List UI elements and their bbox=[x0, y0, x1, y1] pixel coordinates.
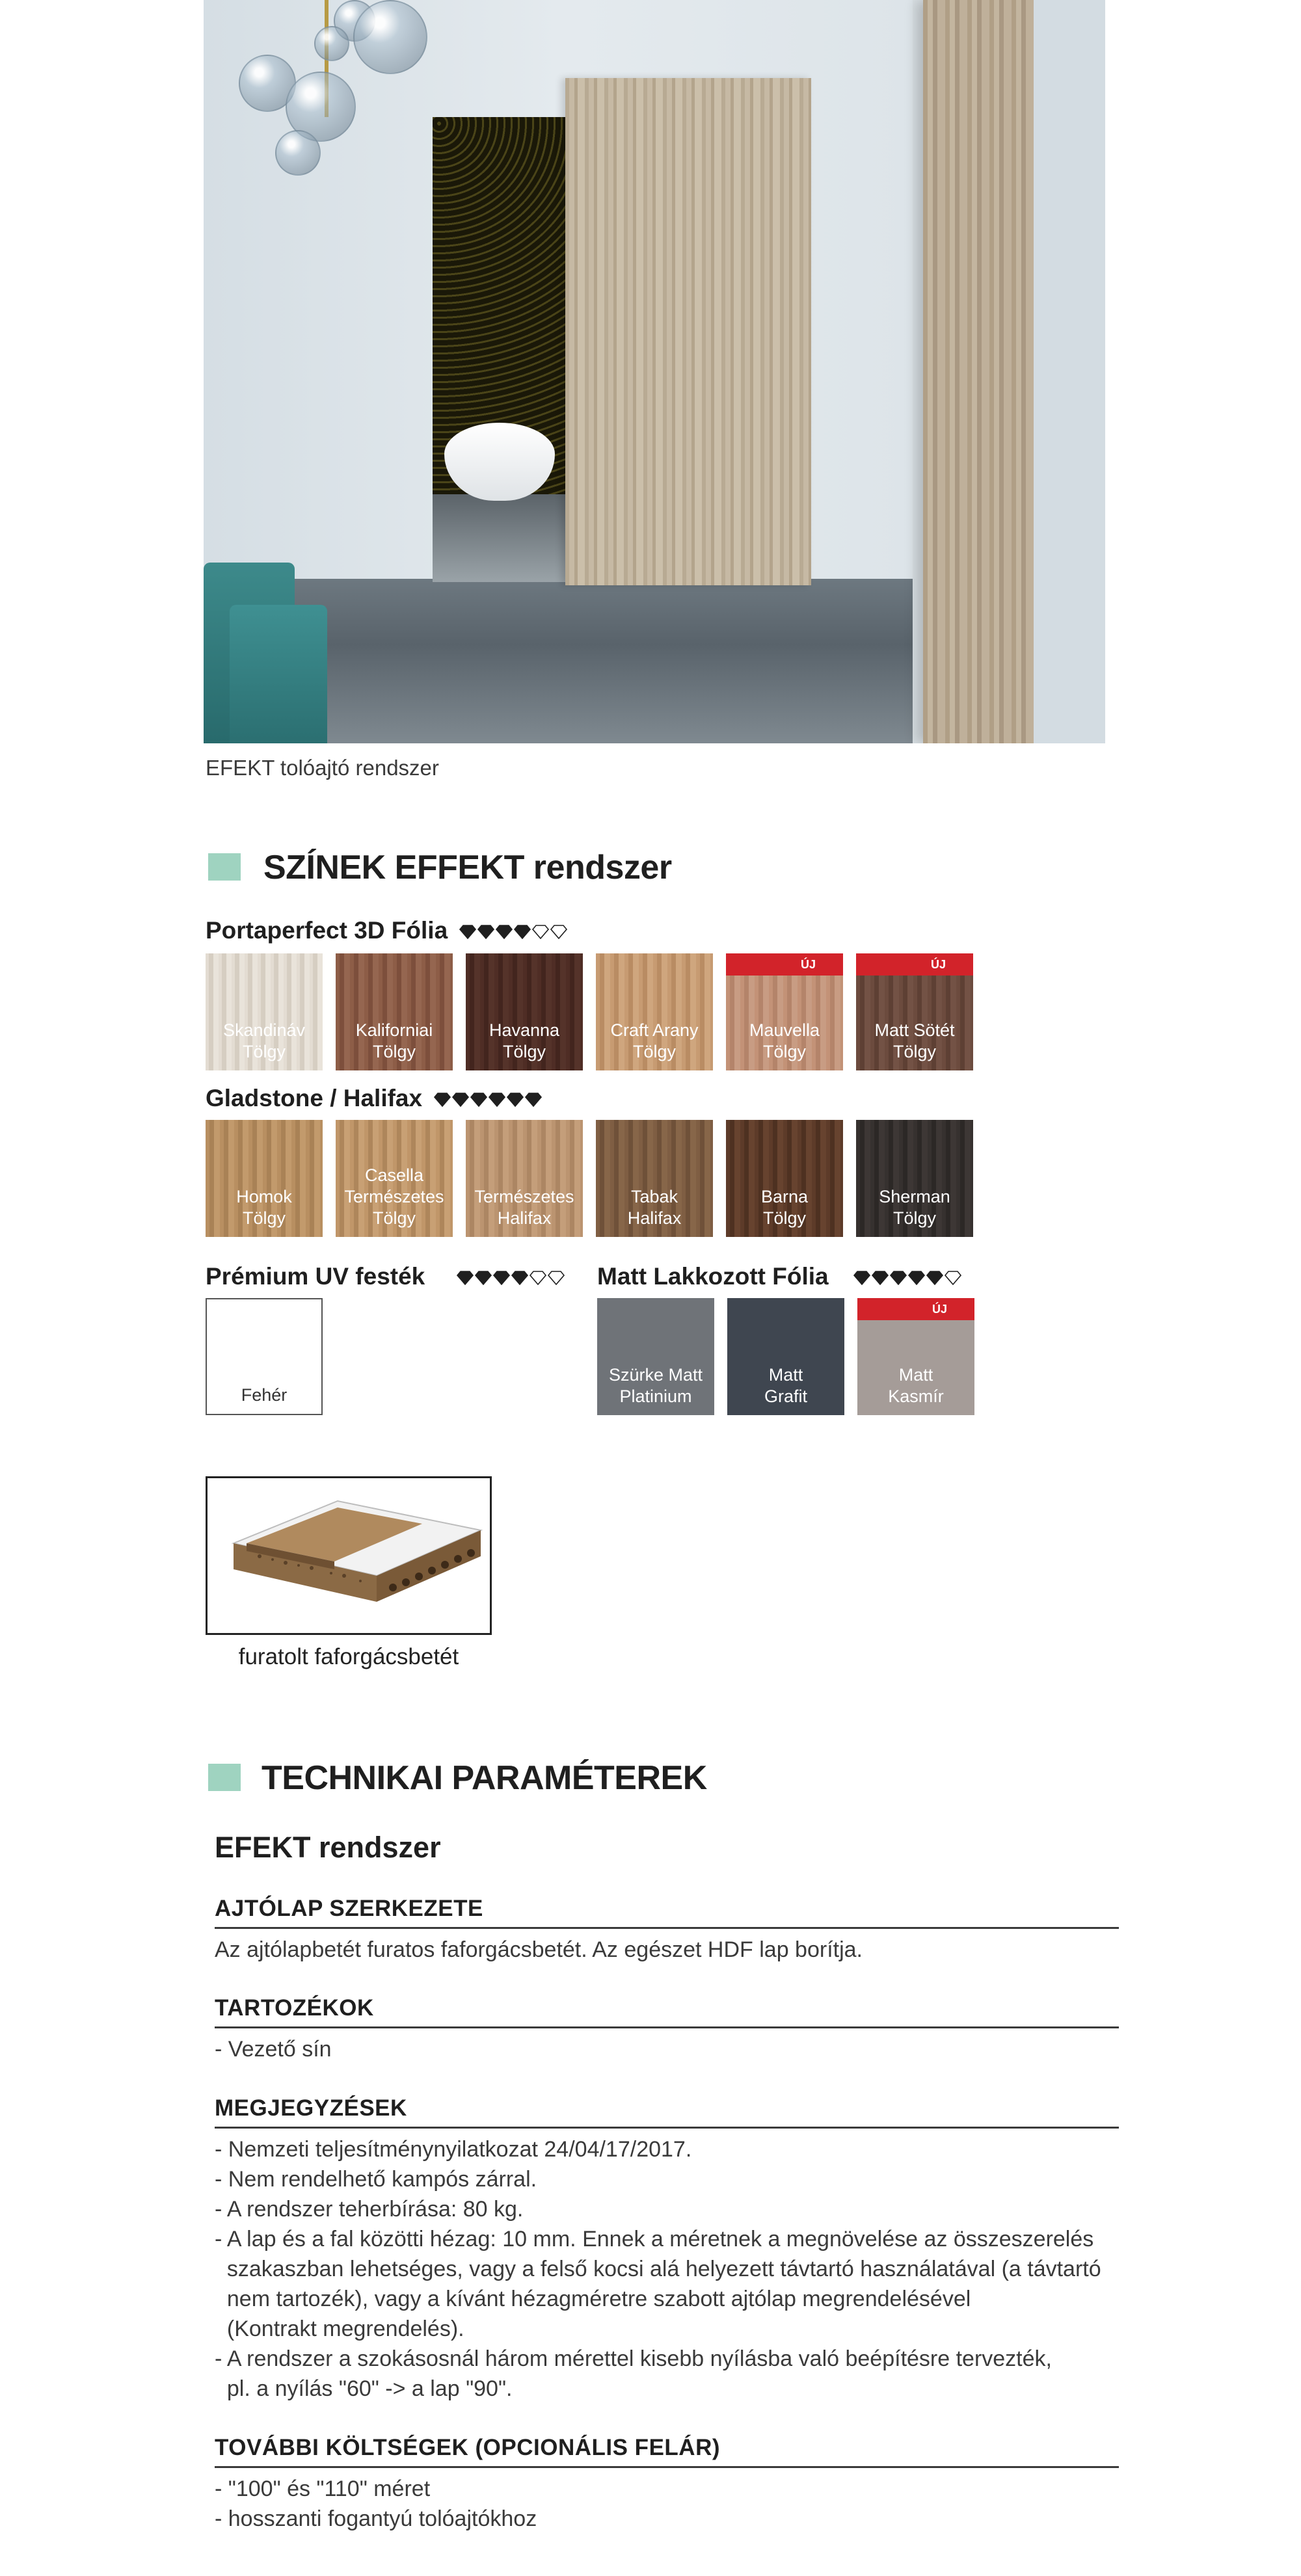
rating-diamonds bbox=[457, 1271, 565, 1285]
swatch-label: Casella Természetes Tölgy bbox=[344, 1165, 444, 1228]
divider bbox=[215, 2127, 1119, 2129]
hero-photo bbox=[204, 0, 1105, 743]
diamond-filled-icon bbox=[493, 1271, 510, 1285]
swatch-label: Matt Grafit bbox=[764, 1365, 807, 1406]
swatch[interactable] bbox=[726, 1120, 843, 1237]
swatch-label: Szürke Matt Platinium bbox=[608, 1365, 703, 1406]
diamond-empty-icon bbox=[945, 1271, 961, 1285]
diamond-filled-icon bbox=[926, 1271, 943, 1285]
new-badge: ÚJ bbox=[856, 953, 973, 976]
diamond-filled-icon bbox=[496, 925, 513, 939]
diamond-filled-icon bbox=[872, 1271, 889, 1285]
block-line: - Vezető sín bbox=[215, 2037, 332, 2062]
sliding-door bbox=[565, 78, 811, 585]
diamond-filled-icon bbox=[434, 1093, 451, 1107]
swatch[interactable] bbox=[206, 953, 323, 1070]
swatch[interactable] bbox=[206, 1298, 323, 1415]
block-line: szakaszban lehetséges, vagy a felső kocsi alá helyezett távtartó használatával (a távtartó bbox=[215, 2257, 1101, 2281]
section-marker bbox=[208, 853, 241, 881]
core-board-icon bbox=[208, 1478, 490, 1633]
block-line: pl. a nyílás "60" -> a lap "90". bbox=[215, 2376, 513, 2401]
swatch[interactable] bbox=[597, 1298, 714, 1415]
swatch-label: Mauvella Tölgy bbox=[749, 1020, 820, 1061]
swatch[interactable] bbox=[596, 953, 713, 1070]
block-line: - A rendszer teherbírása: 80 kg. bbox=[215, 2197, 524, 2222]
swatch[interactable] bbox=[726, 953, 843, 1070]
block-heading: MEGJEGYZÉSEK bbox=[215, 2095, 407, 2121]
block-line: nem tartozék), vagy a kívánt hézagméretre szabott ajtólap megrendelésével bbox=[215, 2287, 971, 2311]
swatch[interactable] bbox=[336, 1120, 453, 1237]
swatch-label: Fehér bbox=[241, 1385, 288, 1405]
diamond-filled-icon bbox=[853, 1271, 870, 1285]
swatch-label: Matt Sötét Tölgy bbox=[874, 1020, 955, 1061]
divider bbox=[215, 2466, 1119, 2468]
door-panel-side bbox=[923, 0, 1034, 743]
diamond-filled-icon bbox=[507, 1093, 524, 1107]
block-heading: TOVÁBBI KÖLTSÉGEK (OPCIONÁLIS FELÁR) bbox=[215, 2435, 720, 2460]
diamond-filled-icon bbox=[475, 1271, 492, 1285]
group-name: Matt Lakkozott Fólia bbox=[597, 1263, 829, 1290]
diamond-empty-icon bbox=[550, 925, 567, 939]
tech-title: TECHNIKAI PARAMÉTEREK bbox=[262, 1759, 707, 1797]
right-wall bbox=[1034, 0, 1105, 743]
block-line: - Nemzeti teljesítménynyilatkozat 24/04/17/2017. bbox=[215, 2137, 692, 2162]
block-heading: AJTÓLAP SZERKEZETE bbox=[215, 1896, 483, 1921]
rating-diamonds bbox=[853, 1271, 961, 1285]
swatch-label: Barna Tölgy bbox=[760, 1187, 809, 1228]
diamond-filled-icon bbox=[470, 1093, 487, 1107]
block-line: Az ajtólapbetét furatos faforgácsbetét. Az egészet HDF lap borítja. bbox=[215, 1937, 863, 1962]
swatch[interactable] bbox=[206, 1120, 323, 1237]
block-line: - hosszanti fogantyú tolóajtókhoz bbox=[215, 2506, 537, 2531]
new-badge: ÚJ bbox=[857, 1298, 974, 1320]
swatch[interactable] bbox=[727, 1298, 844, 1415]
group-title bbox=[597, 1263, 961, 1290]
swatch[interactable] bbox=[857, 1298, 974, 1415]
rating-diamonds bbox=[459, 925, 567, 939]
colors-title: SZÍNEK EFFEKT rendszer bbox=[263, 849, 672, 886]
swatch-label: Craft Arany Tölgy bbox=[610, 1020, 699, 1061]
section-marker bbox=[208, 1764, 241, 1791]
diamond-filled-icon bbox=[477, 925, 494, 939]
diamond-filled-icon bbox=[890, 1271, 907, 1285]
swatch-label: Homok Tölgy bbox=[236, 1187, 292, 1228]
group-title bbox=[206, 1085, 542, 1112]
diamond-filled-icon bbox=[525, 1093, 542, 1107]
swatch[interactable] bbox=[856, 953, 973, 1070]
diamond-filled-icon bbox=[452, 1093, 469, 1107]
group-title bbox=[206, 917, 567, 944]
swatch[interactable] bbox=[466, 1120, 583, 1237]
rating-diamonds bbox=[434, 1093, 542, 1107]
group-name: Prémium UV festék bbox=[206, 1263, 425, 1290]
swatch-label: Tabak Halifax bbox=[627, 1187, 682, 1228]
system-title: EFEKT rendszer bbox=[215, 1831, 441, 1864]
block-line: (Kontrakt megrendelés). bbox=[215, 2317, 464, 2341]
swatch[interactable] bbox=[336, 953, 453, 1070]
swatch[interactable] bbox=[596, 1120, 713, 1237]
swatch-label: Matt Kasmír bbox=[888, 1365, 944, 1406]
diamond-empty-icon bbox=[548, 1271, 565, 1285]
bathroom-floor bbox=[433, 494, 572, 582]
block-line: - A lap és a fal közötti hézag: 10 mm. Ennek a méretnek a megnövelése az összeszerelés bbox=[215, 2227, 1094, 2251]
diamond-empty-icon bbox=[530, 1271, 546, 1285]
diamond-filled-icon bbox=[908, 1271, 925, 1285]
new-badge: ÚJ bbox=[726, 953, 843, 976]
group-name: Portaperfect 3D Fólia bbox=[206, 917, 448, 944]
swatch-label: Kaliforniai Tölgy bbox=[355, 1020, 433, 1061]
swatch[interactable] bbox=[466, 953, 583, 1070]
divider bbox=[215, 2026, 1119, 2028]
diamond-empty-icon bbox=[532, 925, 549, 939]
block-line: - "100" és "110" méret bbox=[215, 2476, 431, 2501]
swatch-label: Havanna Tölgy bbox=[489, 1020, 560, 1061]
core-illustration bbox=[206, 1476, 492, 1635]
diamond-filled-icon bbox=[511, 1271, 528, 1285]
divider bbox=[215, 1927, 1119, 1929]
block-line: - A rendszer a szokásosnál három mérettel kisebb nyílásba való beépítésre tervezték, bbox=[215, 2346, 1052, 2371]
core-label: furatolt faforgácsbetét bbox=[238, 1644, 459, 1669]
diamond-filled-icon bbox=[489, 1093, 505, 1107]
block-heading: TARTOZÉKOK bbox=[215, 1995, 374, 2021]
hero-caption: EFEKT tolóajtó rendszer bbox=[206, 756, 439, 780]
swatch[interactable] bbox=[856, 1120, 973, 1237]
swatch-label: Sherman Tölgy bbox=[879, 1187, 950, 1228]
group-title bbox=[206, 1263, 565, 1290]
swatch-label: Skandináv Tölgy bbox=[222, 1020, 306, 1061]
group-name: Gladstone / Halifax bbox=[206, 1085, 423, 1111]
diamond-filled-icon bbox=[514, 925, 531, 939]
swatch-label: Természetes Halifax bbox=[474, 1187, 574, 1228]
block-line: - Nem rendelhető kampós zárral. bbox=[215, 2167, 537, 2192]
teal-stool-2 bbox=[230, 605, 327, 743]
diamond-filled-icon bbox=[457, 1271, 474, 1285]
diamond-filled-icon bbox=[459, 925, 476, 939]
